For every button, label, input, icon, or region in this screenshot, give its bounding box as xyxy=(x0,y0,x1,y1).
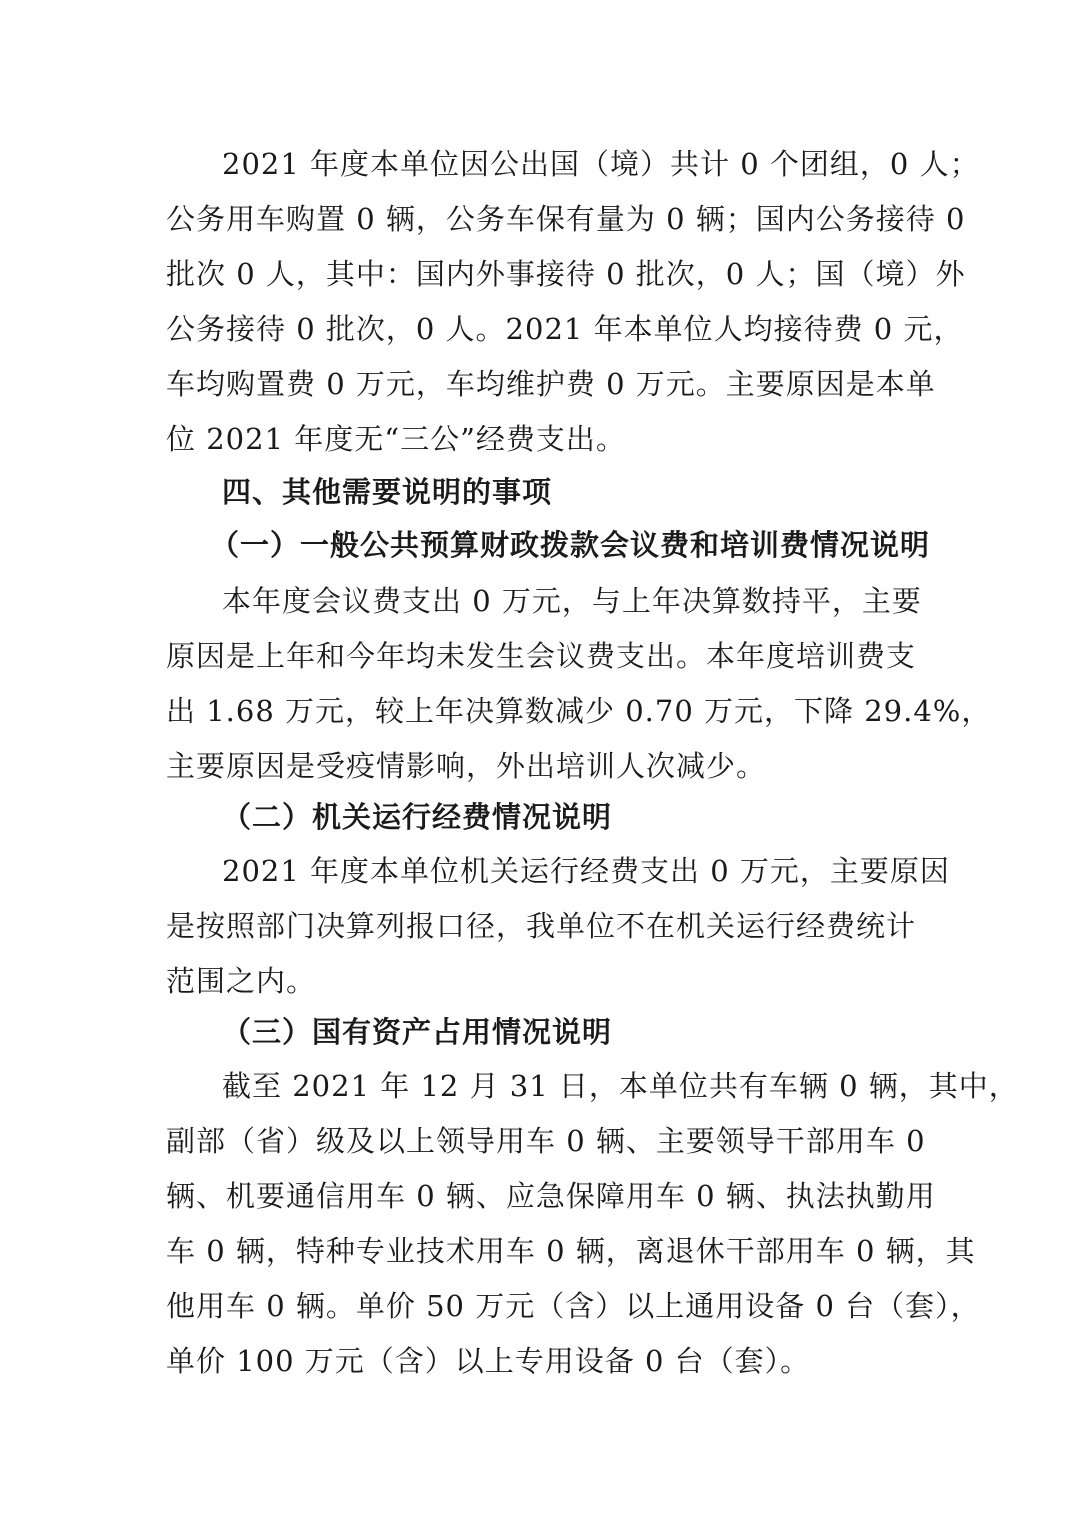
paragraph-line: 公务接待 0 批次，0 人。2021 年本单位人均接待费 0 元， xyxy=(166,312,964,346)
paragraph-line: 车 0 辆，特种专业技术用车 0 辆，离退休干部用车 0 辆，其 xyxy=(166,1234,976,1268)
paragraph-line: 副部（省）级及以上领导用车 0 辆、主要领导干部用车 0 xyxy=(166,1124,926,1158)
paragraph-line: 2021 年度本单位机关运行经费支出 0 万元，主要原因 xyxy=(222,854,950,888)
paragraph-line: 2021 年度本单位因公出国（境）共计 0 个团组，0 人； xyxy=(222,147,980,181)
subsection-heading: （二）机关运行经费情况说明 xyxy=(222,800,613,834)
paragraph-line: 主要原因是受疫情影响，外出培训人次减少。 xyxy=(166,749,767,783)
paragraph-line: 他用车 0 辆。单价 50 万元（含）以上通用设备 0 台（套）， xyxy=(166,1289,981,1323)
paragraph-line: 截至 2021 年 12 月 31 日，本单位共有车辆 0 辆，其中， xyxy=(222,1069,1019,1103)
paragraph-line: 单价 100 万元（含）以上专用设备 0 台（套）。 xyxy=(166,1344,811,1378)
paragraph-line: 批次 0 人，其中：国内外事接待 0 批次，0 人；国（境）外 xyxy=(166,257,966,291)
paragraph-line: 辆、机要通信用车 0 辆、应急保障用车 0 辆、执法执勤用 xyxy=(166,1179,936,1213)
section-heading: 四、其他需要说明的事项 xyxy=(222,475,553,509)
paragraph-line: 本年度会议费支出 0 万元，与上年决算数持平，主要 xyxy=(222,584,922,618)
paragraph-line: 范围之内。 xyxy=(166,964,317,998)
paragraph-line: 公务用车购置 0 辆，公务车保有量为 0 辆；国内公务接待 0 xyxy=(166,202,966,236)
paragraph-line: 出 1.68 万元，较上年决算数减少 0.70 万元，下降 29.4%， xyxy=(166,694,992,728)
subsection-heading: （三）国有资产占用情况说明 xyxy=(222,1015,613,1049)
paragraph-line: 是按照部门决算列报口径，我单位不在机关运行经费统计 xyxy=(166,909,917,943)
paragraph-line: 位 2021 年度无“三公”经费支出。 xyxy=(166,422,626,456)
paragraph-line: 车均购置费 0 万元，车均维护费 0 万元。主要原因是本单 xyxy=(166,367,936,401)
subsection-heading: （一）一般公共预算财政拨款会议费和培训费情况说明 xyxy=(210,528,931,562)
paragraph-line: 原因是上年和今年均未发生会议费支出。本年度培训费支 xyxy=(166,639,917,673)
